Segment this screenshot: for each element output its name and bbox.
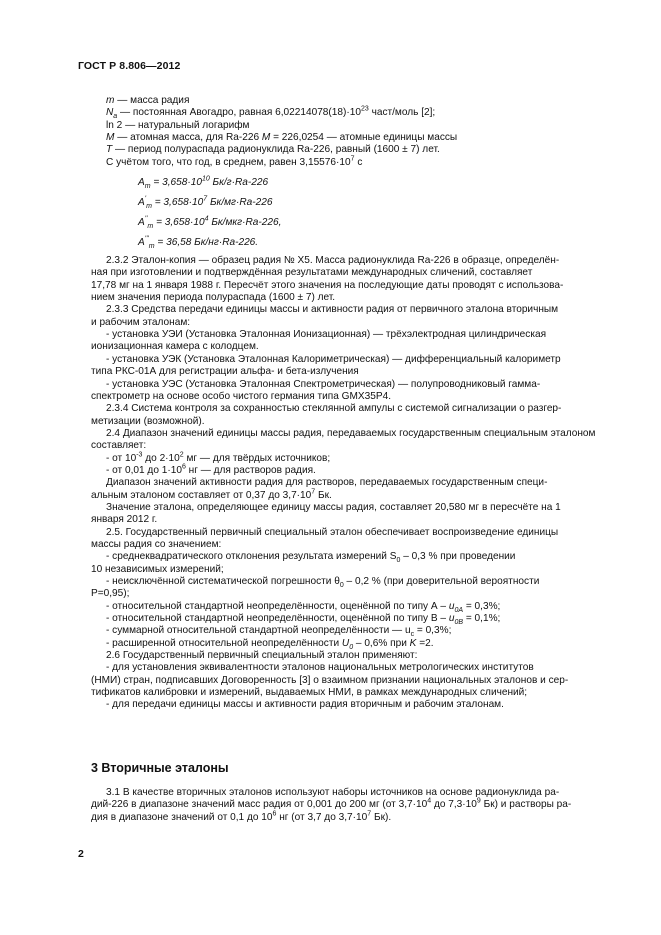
- activity-range-line2: альным эталоном составляет от 0,37 до $3,7\cdot 10^7$ Бк.: [91, 488, 332, 501]
- range-solid: - от $10^{-3}$ до $2\cdot 10^2$ мг — для твёрдых источников;: [106, 451, 331, 464]
- list-item-uek-line1: - установка УЭК (Установка Эталонная Калориметрическая) — дифференциальный калориметр: [106, 353, 561, 365]
- list-item-uei-line1: - установка УЭИ (Установка Эталонная Ионизационная) — трёхэлектродная цилиндрическая: [106, 329, 547, 341]
- para-3-1-line1: 3.1 В качестве вторичных эталонов используют наборы источников на основе радионуклида ра-: [106, 787, 560, 798]
- def-half-life: T — период полураспада радионуклида Ra-226, равный (1600 ± 7) лет.: [106, 144, 440, 156]
- def-mass: m — масса радия: [106, 95, 190, 106]
- document-header: ГОСТ Р 8.806—2012: [78, 60, 181, 72]
- section-3-heading: 3 Вторичные эталоны: [91, 761, 229, 775]
- para-2-6-line2: - для установления эквивалентности эталонов национальных метрологических институтов: [106, 662, 534, 674]
- para-2-5-line2: массы радия со значением:: [91, 538, 222, 550]
- section-3-body: [91, 787, 583, 824]
- item-nsp-line2: Р=0,95);: [91, 588, 130, 600]
- para-2-3-2-line2: ная при изготовлении и подтверждённая результатами международных сличений, составляет: [91, 267, 533, 279]
- def-avogadro: $N_a$ — постоянная Авогадро, равная $6,02214078(18)\cdot 10^{23}$ част/моль [2];: [106, 105, 436, 121]
- range-solution: - от 0,01 до $1\cdot 10^6$ нг — для растворов радия.: [106, 463, 316, 476]
- item-expanded: - расширенной относительной неопределённости $U_0 - 0,6\%$ при K =2.: [106, 637, 434, 651]
- para-2-3-2-line3: 17,78 мг на 1 января 1988 г. Пересчёт этого значения на последующие даты проводят с использова-: [91, 279, 564, 291]
- item-nsp-line1: - неисключённой систематической погрешности $\theta_0 - 0,2$ % (при доверительной вероятности: [106, 576, 540, 590]
- standard-value-line1: Значение эталона, определяющее единицу массы радия, составляет 20,580 мг в пересчёте на 1: [106, 501, 561, 513]
- para-2-5-line1: 2.5. Государственный первичный специальный эталон обеспечивает воспроизведение единицы: [106, 526, 559, 538]
- item-sko-line1: - среднеквадратического отклонения результата измерений $S_0 - 0,3$ % при проведении: [106, 551, 516, 565]
- def-atomic-mass: M — атомная масса, для Ra-226 M = 226,0254 — атомные единицы массы: [106, 132, 458, 144]
- item-type-a: - относительной стандартной неопределённости, оценённой по типу $А - u_{0A} = 0,3\%$;: [106, 600, 501, 614]
- para-2-3-2-line4: нием значения периода полураспада (1600 ± 7) лет.: [91, 292, 336, 304]
- standard-value-line2: января 2012 г.: [91, 514, 158, 526]
- item-sko-line2: 10 независимых измерений;: [91, 563, 224, 575]
- def-year: С учётом того, что год, в среднем, равен $3,15576\cdot 10^7$ с: [106, 155, 363, 168]
- para-2-3-3-line2: и рабочим эталонам:: [91, 316, 191, 328]
- para-3-1-line2: дий-226 в диапазоне значений масс радия от 0,001 до 200 мг (от $3,7\cdot 10^4$ до $7,3\cdot 10^9$ Бк) и растворы ра-: [91, 797, 572, 811]
- para-2-3-3-line1: 2.3.3 Средства передачи единицы массы и активности радия от первичного эталона вторичным: [106, 304, 559, 316]
- para-2-6-line3: (НМИ) стран, подписавших Договоренность [3] о взаимном признании национальных эталонов и сер-: [91, 674, 569, 686]
- formula-activity-mg: $A'_m = 3,658\cdot 10^7$ Бк/мг·Ra-226: [138, 195, 273, 211]
- para-2-4-line2: составляет:: [91, 440, 147, 452]
- formula-activity-ng: $A'''_m = 36,58$ Бк/нг·Ra-226.: [138, 235, 259, 251]
- page-number: 2: [78, 848, 84, 860]
- para-2-6-line4: тификатов калибровки и измерений, выдаваемых НМИ, в рамках международных сличений;: [91, 687, 528, 699]
- document-body: [91, 95, 596, 712]
- para-2-6-line1: 2.6 Государственный первичный специальный эталон применяют:: [106, 650, 418, 662]
- para-2-6-line5: - для передачи единицы массы и активности радия вторичным и рабочим эталонам.: [106, 699, 504, 711]
- para-3-1-line3: дия в диапазоне значений от 0,1 до $10^6$ нг (от 3,7 до $3,7\cdot 10^7$ Бк).: [91, 810, 392, 823]
- list-item-ues-line2: спектрометр на основе особо чистого германия типа GMX35P4.: [91, 390, 392, 402]
- para-2-3-2-line1: 2.3.2 Эталон-копия — образец радия № Х5. Масса радионуклида Ra-226 в образце, определён-: [106, 255, 560, 267]
- item-combined: - суммарной относительной стандартной неопределённости — $u_c = 0,3\%$;: [106, 625, 452, 639]
- list-item-ues-line1: - установка УЭС (Установка Эталонная Спектрометрическая) — полупроводниковый гамма-: [106, 378, 541, 390]
- para-2-3-4-line2: метизации (возможной).: [91, 415, 205, 427]
- list-item-uek-line2: типа РКС-01А для регистрации альфа- и бета-излучения: [91, 366, 359, 378]
- activity-range-line1: Диапазон значений активности радия для растворов, передаваемых государственным специ-: [106, 477, 548, 489]
- para-2-4-line1: 2.4 Диапазон значений единицы массы радия, передаваемых государственным специальным эталоном: [106, 427, 596, 439]
- formula-activity-mkg: $A''_m = 3,658\cdot 10^4$ Бк/мкг·Ra-226,: [138, 215, 282, 231]
- list-item-uei-line2: ионизационная камера с колодцем.: [91, 341, 259, 353]
- formula-activity-g: $A_m = 3,658\cdot 10^{10}$ Бк/г·Ra-226: [138, 175, 269, 191]
- def-ln2: ln 2 — натуральный логарифм: [106, 119, 250, 131]
- item-type-b: - относительной стандартной неопределённости, оценённой по типу $В - u_{0B} = 0,1\%$;: [106, 613, 501, 627]
- para-2-3-4-line1: 2.3.4 Система контроля за сохранностью стеклянной ампулы с системой сигнализации о разгер-: [106, 403, 562, 415]
